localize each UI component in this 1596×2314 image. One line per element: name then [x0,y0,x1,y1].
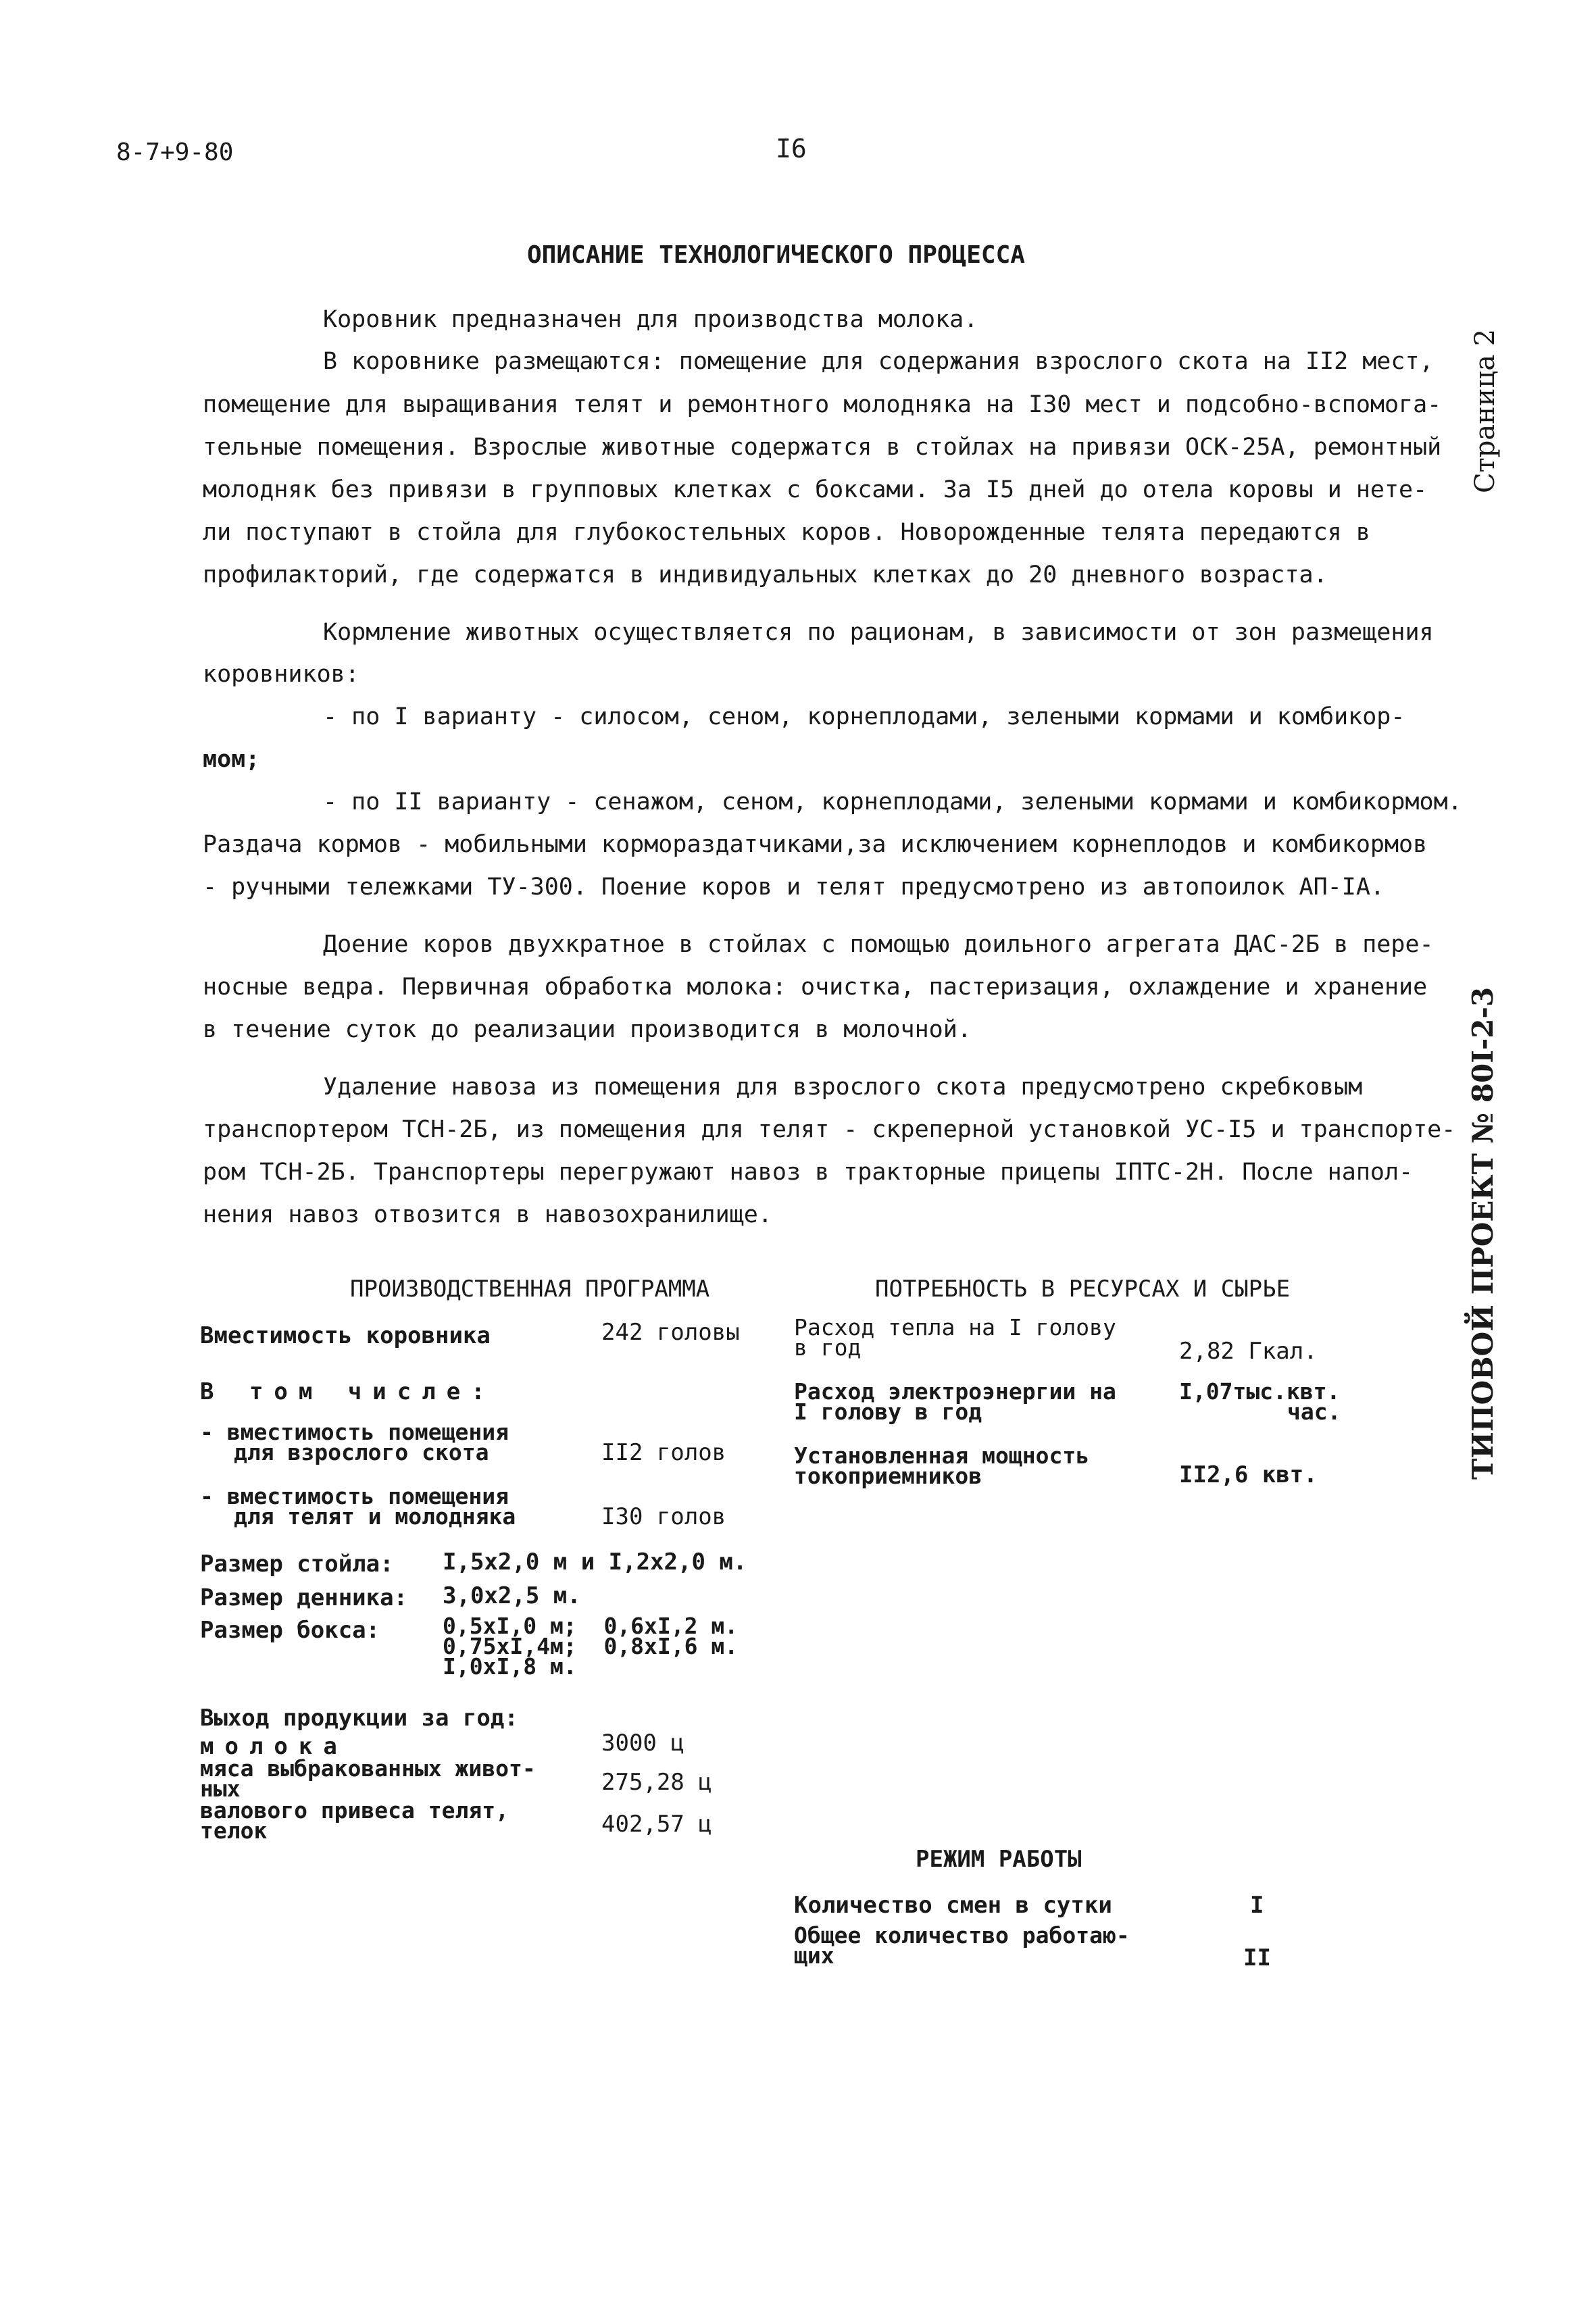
box-size-label: Размер бокса: [200,1617,380,1644]
pen-size-value: 3,0х2,5 м. [443,1582,581,1609]
page-number: I6 [776,134,807,164]
installed-power-value: II2,6 квт. [1179,1461,1318,1488]
body-line: транспортером ТСН-2Б, из помещения для телят - скреперной установкой УС-I5 и транспорте- [203,1116,1456,1143]
work-mode-heading: РЕЖИМ РАБОТЫ [916,1846,1082,1873]
resources-heading: ПОТРЕБНОСТЬ В РЕСУРСАХ И СЫРЬЕ [875,1276,1291,1303]
body-line: - по I варианту - силосом, сеном, корнеплодами, зелеными кормами и комбикор- [323,703,1405,730]
body-line: молодняк без привязи в групповых клетках с боксами. За I5 дней до отела коровы и нете- [203,476,1428,503]
body-line: ли поступают в стойла для глубокостельных коров. Новорожденные телята передаются в [203,519,1370,546]
body-line: профилакторий, где содержатся в индивидуальных клетках до 20 дневного возраста. [203,561,1328,588]
body-line: Удаление навоза из помещения для взрослого скота предусмотрено скребковым [323,1074,1363,1101]
installed-power-label: Установленная мощность токоприемников [794,1442,1090,1489]
body-line: носные ведра. Первичная обработка молока: очистка, пастеризация, охлаждение и хранение [203,974,1428,1001]
workers-value: II [1243,1944,1271,1971]
milk-label: молока [200,1733,348,1760]
body-line: в течение суток до реализации производится в молочной. [203,1016,972,1043]
box-size-values: 0,5хI,0 м; 0,6хI,2 м. 0,75хI,4м; 0,8хI,6 м. I,0хI,8 м. [443,1613,739,1680]
weight-gain-value: 402,57 ц [601,1811,712,1838]
meat-value: 275,28 ц [601,1769,712,1796]
shifts-label: Количество смен в сутки [794,1892,1112,1919]
body-line: Раздача кормов - мобильными кормораздатчиками,за исключением корнеплодов и комбикормов [203,831,1428,858]
adult-capacity-label: - вместимость помещения для взрослого скота [200,1419,509,1465]
body-line: Коровник предназначен для производства молока. [323,306,978,333]
side-project-label: ТИПОВОЙ ПРОЕКТ № 80I-2-3 [1466,986,1499,1480]
calf-capacity-label: - вместимость помещения для телят и молодняка [200,1483,516,1530]
electricity-value: I,07тыс.квт. час. [1179,1378,1341,1425]
pen-size-label: Размер денника: [200,1584,408,1611]
stall-size-label: Размер стойла: [200,1551,394,1578]
electricity-label: Расход электроэнергии на I голову в год [794,1378,1116,1425]
heat-value: 2,82 Гкал. [1179,1338,1318,1365]
including-label: В том числе: [200,1378,496,1405]
side-page-label: Страница 2 [1470,328,1501,493]
calf-capacity-value: I30 голов [601,1503,726,1530]
body-line: мом; [203,746,260,773]
body-line: - по II варианту - сенажом, сеном, корнеплодами, зелеными кормами и комбикормом. [323,788,1462,815]
document-code: 8-7+9-80 [116,139,234,166]
body-line: Кормление животных осуществляется по рационам, в зависимости от зон размещения [323,619,1434,646]
milk-value: 3000 ц [601,1730,684,1757]
meat-label: мяса выбракованных живот- ных [200,1755,536,1802]
body-line: - ручными тележками ТУ-300. Поение коров и телят предусмотрено из автопоилок АП-IА. [203,874,1385,901]
weight-gain-label: валового привеса телят, телок [200,1797,509,1844]
body-line: нения навоз отвозится в навозохранилище. [203,1201,772,1228]
stall-size-value: I,5х2,0 м и I,2х2,0 м. [443,1549,747,1576]
body-line: Доение коров двухкратное в стойлах с помощью доильного агрегата ДАС-2Б в пере- [323,931,1434,958]
heat-label: Расход тепла на I голову в год [794,1314,1116,1361]
program-heading: ПРОИЗВОДСТВЕННАЯ ПРОГРАММА [350,1276,710,1303]
body-line: тельные помещения. Взрослые животные содержатся в стойлах на привязи ОСК-25А, ремонтный [203,434,1442,461]
capacity-label: Вместимость коровника [200,1322,491,1349]
body-line: В коровнике размещаются: помещение для содержания взрослого скота на II2 мест, [323,348,1434,375]
body-line: ром ТСН-2Б. Транспортеры перегружают навоз в тракторные прицепы IПТС-2Н. После напол- [203,1159,1414,1186]
output-label: Выход продукции за год: [200,1705,518,1732]
body-line: помещение для выращивания телят и ремонтного молодняка на I30 мест и подсобно-вспомога- [203,391,1442,418]
workers-label: Общее количество работаю- щих [794,1922,1130,1969]
capacity-value: 242 головы [601,1319,740,1346]
body-line: коровников: [203,661,359,688]
page-title: ОПИСАНИЕ ТЕХНОЛОГИЧЕСКОГО ПРОЦЕССА [527,241,1025,269]
shifts-value: I [1250,1892,1264,1919]
adult-capacity-value: II2 голов [601,1439,726,1466]
